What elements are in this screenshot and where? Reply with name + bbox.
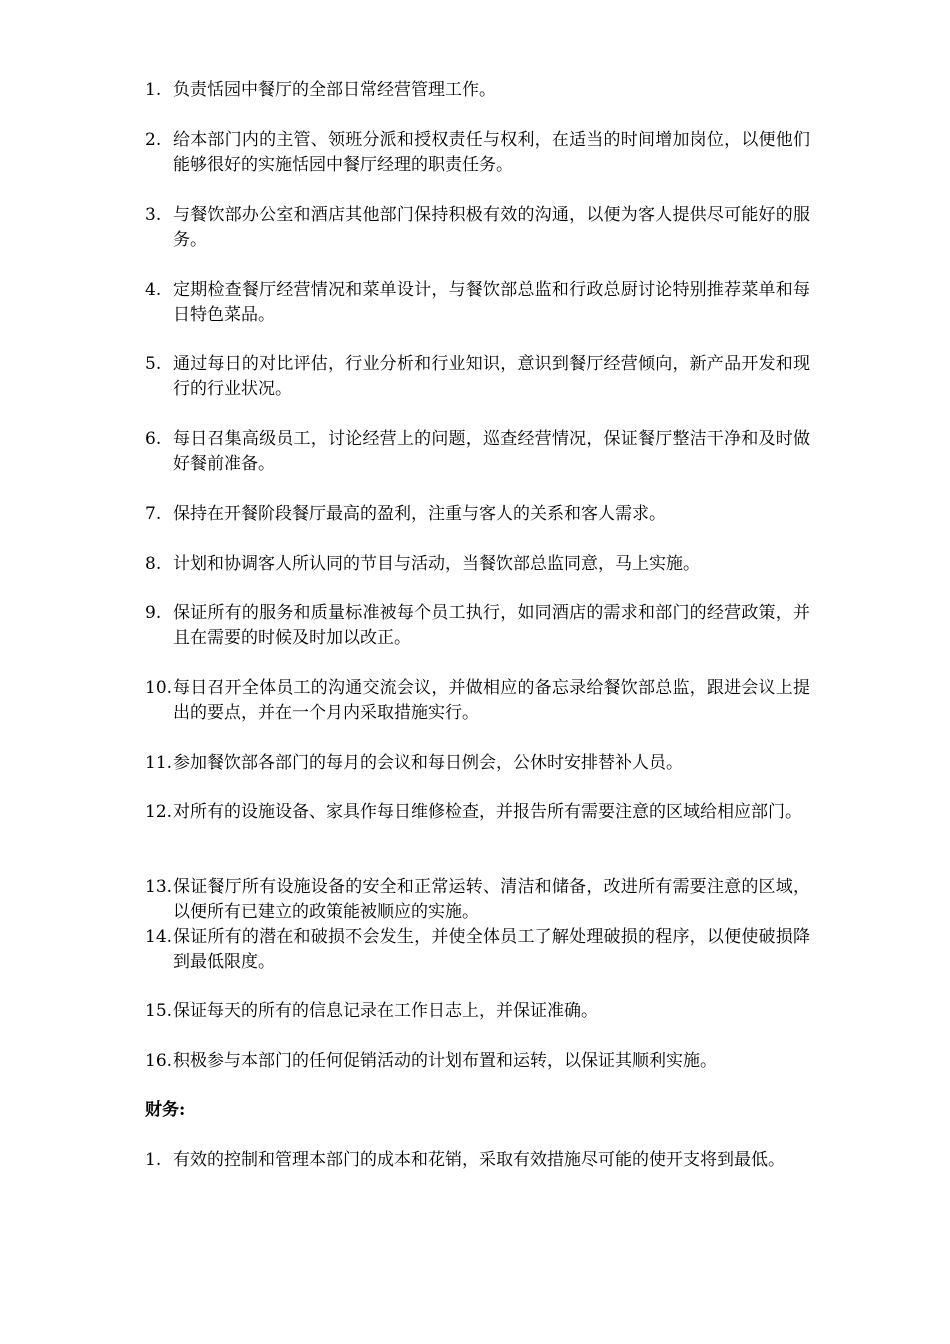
- item-text: 保证餐厅所有设施设备的安全和正常运转、清洁和储备，改进所有需要注意的区域，以便所有已建立的政策能被顺应的实施。: [173, 877, 810, 922]
- item-text: 计划和协调客人所认同的节目与活动，当餐饮部总监同意，马上实施。: [173, 554, 700, 574]
- list-item: [145, 502, 810, 527]
- section-heading-finance: 财务:: [145, 1100, 186, 1120]
- list-item: [145, 278, 810, 328]
- item-number: 5.: [145, 354, 162, 374]
- item-text: 负责恬园中餐厅的全部日常经营管理工作。: [173, 80, 496, 100]
- item-number: 1.: [145, 80, 162, 100]
- item-number: 8.: [145, 554, 162, 574]
- item-text: 与餐饮部办公室和酒店其他部门保持积极有效的沟通，以便为客人提供尽可能好的服务。: [173, 205, 810, 250]
- item-text: 每日召集高级员工，讨论经营上的问题，巡查经营情况，保证餐厅整洁干净和及时做好餐前准备。: [173, 429, 810, 474]
- list-item: [145, 875, 810, 925]
- item-text: 有效的控制和管理本部门的成本和花销，采取有效措施尽可能的使开支将到最低。: [173, 1150, 785, 1170]
- item-text: 积极参与本部门的任何促销活动的计划布置和运转，以保证其顺利实施。: [173, 1051, 717, 1071]
- list-item: [145, 552, 810, 577]
- item-text: 通过每日的对比评估，行业分析和行业知识，意识到餐厅经营倾向，新产品开发和现行的行业状况。: [173, 354, 810, 399]
- item-text: 保证所有的服务和质量标准被每个员工执行，如同酒店的需求和部门的经营政策，并且在需要的时候及时加以改正。: [173, 603, 810, 648]
- list-item: [145, 128, 810, 178]
- item-number: 7.: [145, 504, 162, 524]
- item-number: 1.: [145, 1150, 162, 1170]
- item-number: 16.: [145, 1051, 173, 1071]
- item-text: 给本部门内的主管、领班分派和授权责任与权利，在适当的时间增加岗位，以便他们能够很好的实施恬园中餐厅经理的职责任务。: [173, 130, 810, 175]
- finance-list: [145, 1148, 810, 1173]
- item-number: 13.: [145, 877, 173, 897]
- list-item: [145, 1148, 810, 1173]
- item-number: 4.: [145, 280, 162, 300]
- item-number: 3.: [145, 205, 162, 225]
- list-item: [145, 800, 810, 825]
- item-number: 10.: [145, 678, 173, 698]
- item-number: 2.: [145, 130, 162, 150]
- list-item: [145, 925, 810, 975]
- item-number: 11.: [145, 753, 173, 773]
- list-item: [145, 601, 810, 651]
- item-text: 定期检查餐厅经营情况和菜单设计，与餐饮部总监和行政总厨讨论特别推荐菜单和每日特色菜品。: [173, 280, 810, 325]
- list-item: [145, 78, 810, 103]
- list-item: [145, 203, 810, 253]
- list-item: [145, 676, 810, 726]
- item-text: 对所有的设施设备、家具作每日维修检查，并报告所有需要注意的区域给相应部门。: [173, 802, 802, 822]
- item-number: 9.: [145, 603, 162, 623]
- list-item: [145, 352, 810, 402]
- item-number: 6.: [145, 429, 162, 449]
- item-number: 15.: [145, 1001, 173, 1021]
- item-text: 保证每天的所有的信息记录在工作日志上，并保证准确。: [173, 1001, 598, 1021]
- item-text: 保持在开餐阶段餐厅最高的盈利，注重与客人的关系和客人需求。: [173, 504, 666, 524]
- item-number: 12.: [145, 802, 173, 822]
- list-item: [145, 1049, 810, 1074]
- list-item: [145, 427, 810, 477]
- item-text: 参加餐饮部各部门的每月的会议和每日例会，公休时安排替补人员。: [173, 753, 683, 773]
- item-number: 14.: [145, 927, 173, 947]
- item-text: 每日召开全体员工的沟通交流会议，并做相应的备忘录给餐饮部总监，跟进会议上提出的要点，并在一个月内采取措施实行。: [173, 678, 810, 723]
- item-text: 保证所有的潜在和破损不会发生，并使全体员工了解处理破损的程序，以便使破损降到最低限度。: [173, 927, 810, 972]
- list-item: [145, 751, 810, 776]
- list-item: [145, 999, 810, 1024]
